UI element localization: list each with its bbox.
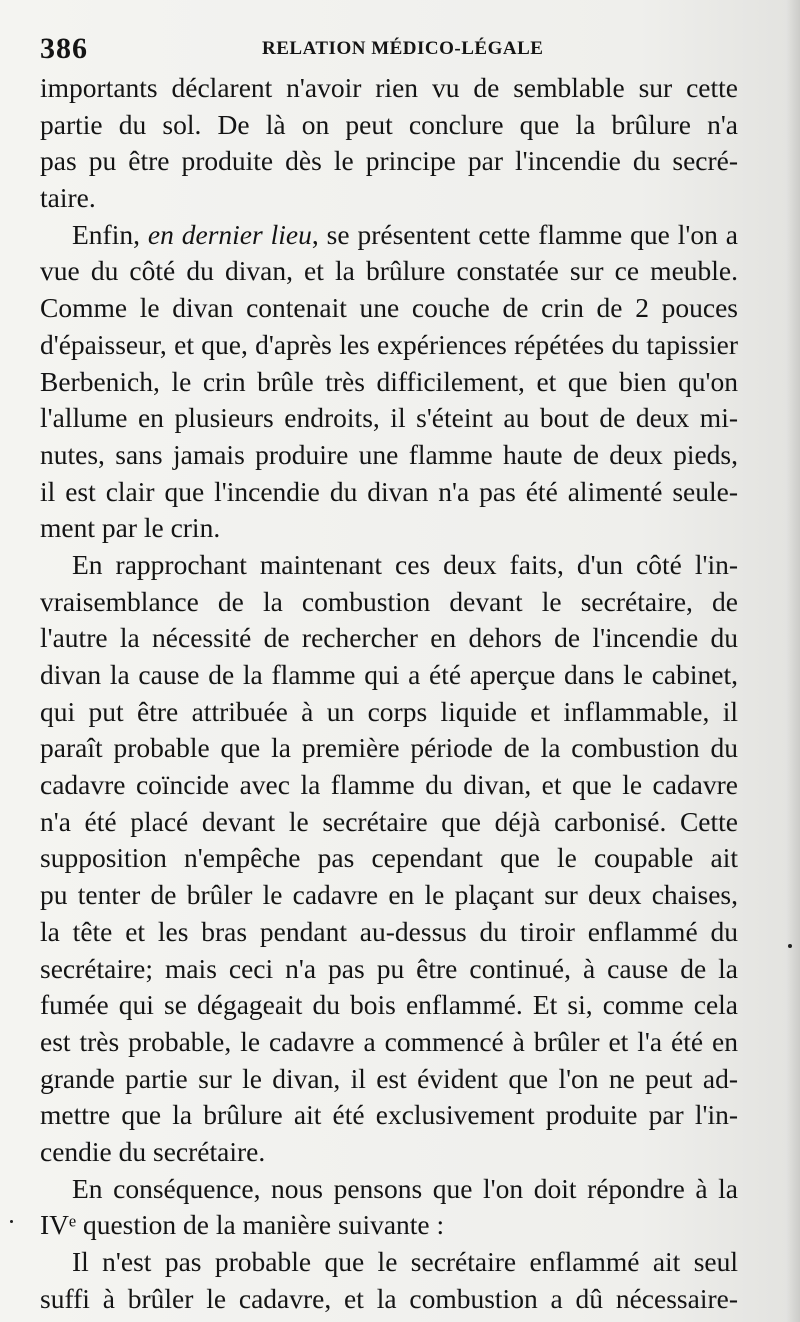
page-number: 386 [40, 32, 88, 65]
ink-speck [10, 1220, 13, 1223]
text-line: n'a été placé devant le secrétaire que déjà carbonisé. Cette [40, 805, 738, 837]
text-line: fumée qui se dégageait du bois enflammé. Et si, comme cela [40, 989, 738, 1021]
text-line: nutes, sans jamais produire une flamme haute de deux pieds, [40, 438, 738, 470]
text-line: pu tenter de brûler le cadavre en le plaçant sur deux chaises, [40, 879, 738, 911]
text-line: grande partie sur le divan, il est évident que l'on ne peut ad- [40, 1062, 738, 1094]
text-line: IVᵉ question de la manière suivante : [40, 1209, 445, 1241]
body-text [40, 70, 738, 1317]
text-line: il est clair que l'incendie du divan n'a pas été alimenté seule- [40, 475, 738, 507]
text-line: mettre que la brûlure ait été exclusivement produite par l'in- [40, 1099, 738, 1131]
text-line: suffi à brûler le cadavre, et la combustion a dû nécessaire- [40, 1282, 738, 1314]
text-line: Berbenich, le crin brûle très difficilement, et que bien qu'on [40, 365, 738, 397]
text-line: Comme le divan contenait une couche de crin de 2 pouces [40, 292, 738, 324]
text-line: qui put être attribuée à un corps liquide et inflammable, il [40, 695, 738, 727]
page-gutter-shadow [786, 0, 800, 1322]
page-header [40, 30, 740, 70]
text-line: est très probable, le cadavre a commencé à brûler et l'a été en [40, 1025, 738, 1057]
text-line: importants déclarent n'avoir rien vu de semblable sur cette [40, 72, 738, 103]
text-line: paraît probable que la première période de la combustion du [40, 732, 738, 764]
text-line: secrétaire; mais ceci n'a pas pu être continué, à cause de la [40, 952, 738, 984]
text-line: taire. [40, 182, 96, 214]
text-line: vraisemblance de la combustion devant le secrétaire, de [40, 585, 738, 617]
text-line: divan la cause de la flamme qui a été aperçue dans le cabinet, [40, 659, 738, 690]
text-line: cendie du secrétaire. [40, 1135, 266, 1167]
italic-phrase: en dernier lieu [147, 218, 312, 250]
text-line-with-italic: Enfin, en dernier lieu, se présentent cette flamme que l'on a [72, 218, 738, 250]
text-line: Il n'est pas probable que le secrétaire enflammé ait seul [72, 1246, 738, 1277]
text-line: l'allume en plusieurs endroits, il s'éteint au bout de deux mi- [40, 402, 738, 434]
text-line: En rapprochant maintenant ces deux faits, d'un côté l'in- [72, 548, 738, 580]
text-line: cadavre coïncide avec la flamme du divan, et que le cadavre [40, 769, 738, 801]
text-line: vue du côté du divan, et la brûlure constatée sur ce meuble. [40, 255, 738, 287]
text-line: partie du sol. De là on peut conclure que la brûlure n'a [40, 108, 738, 140]
text-line: pas pu être produite dès le principe par l'incendie du secré- [40, 145, 738, 177]
text-line: l'autre la nécessité de rechercher en dehors de l'incendie du [40, 622, 738, 654]
ink-speck [788, 944, 792, 948]
text-line: d'épaisseur, et que, d'après les expériences répétées du tapissier [40, 328, 738, 360]
text-line: En conséquence, nous pensons que l'on doit répondre à la [72, 1172, 738, 1204]
text-line: ment par le crin. [40, 512, 221, 544]
running-head: RELATION MÉDICO-LÉGALE [262, 38, 544, 59]
text-line: la tête et les bras pendant au-dessus du tiroir enflammé du [40, 915, 738, 947]
text-line: supposition n'empêche pas cependant que le coupable ait [40, 842, 738, 874]
